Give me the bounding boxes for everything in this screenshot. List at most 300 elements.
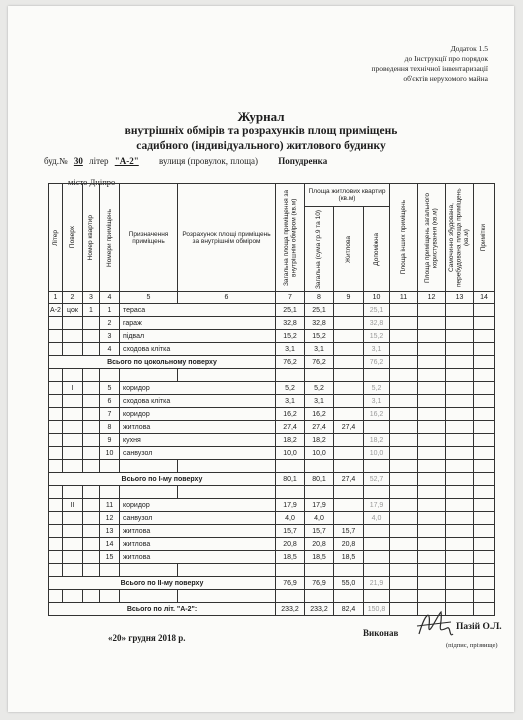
- street-name: Попудренка: [278, 156, 328, 166]
- liter-cell: [49, 525, 63, 538]
- empty-cell: [474, 408, 495, 421]
- auxiliary-area-cell: [364, 538, 390, 551]
- column-number: 8: [305, 292, 334, 304]
- apartment-cell: [83, 525, 100, 538]
- table-row: [49, 499, 495, 512]
- column-numbers-row: [49, 292, 495, 304]
- living-area-cell: 82,4: [334, 603, 364, 616]
- empty-cell: [446, 408, 474, 421]
- total-area-cell: 80,1: [276, 473, 305, 486]
- empty-cell: [390, 551, 418, 564]
- auxiliary-area-cell: 16,2: [364, 408, 390, 421]
- empty-cell: [390, 564, 418, 577]
- floor-cell: [63, 421, 83, 434]
- empty-cell: [418, 577, 446, 590]
- empty-cell: [63, 590, 83, 603]
- empty-cell: [100, 369, 120, 382]
- empty-cell: [390, 343, 418, 356]
- liter-cell: [49, 551, 63, 564]
- apartment-cell: [83, 512, 100, 525]
- empty-cell: [63, 564, 83, 577]
- living-area-cell: [334, 343, 364, 356]
- empty-cell: [418, 356, 446, 369]
- liter-label: літер: [89, 156, 109, 166]
- empty-cell: [446, 525, 474, 538]
- room-number-cell: 10: [100, 447, 120, 460]
- empty-cell: [418, 460, 446, 473]
- total-area-cell: 10,0: [276, 447, 305, 460]
- room-purpose-cell: коридор: [120, 499, 276, 512]
- room-purpose-cell: житлова: [120, 551, 276, 564]
- living-area-cell: [334, 408, 364, 421]
- room-purpose-cell: санвузол: [120, 512, 276, 525]
- empty-cell: [474, 603, 495, 616]
- total-area-cell: 18,5: [276, 551, 305, 564]
- empty-cell: [100, 460, 120, 473]
- empty-cell: [390, 590, 418, 603]
- empty-cell: [474, 551, 495, 564]
- living-total-cell: 76,9: [305, 577, 334, 590]
- apartment-cell: [83, 538, 100, 551]
- empty-cell: [390, 408, 418, 421]
- empty-cell: [390, 577, 418, 590]
- empty-cell: [100, 486, 120, 499]
- liter-cell: [49, 538, 63, 551]
- column-number: 13: [446, 292, 474, 304]
- apartment-cell: [83, 317, 100, 330]
- empty-cell: [446, 343, 474, 356]
- empty-cell: [276, 369, 305, 382]
- total-area-cell: 76,2: [276, 356, 305, 369]
- summary-row: [49, 356, 495, 369]
- empty-cell: [418, 590, 446, 603]
- living-total-cell: 16,2: [305, 408, 334, 421]
- empty-cell: [474, 421, 495, 434]
- empty-cell: [418, 317, 446, 330]
- column-number: 2: [63, 292, 83, 304]
- empty-cell: [446, 421, 474, 434]
- summary-label: Всього по цокольному поверху: [49, 356, 276, 369]
- journal-title: Журнал: [237, 109, 285, 124]
- empty-cell: [418, 382, 446, 395]
- living-total-cell: 15,2: [305, 330, 334, 343]
- empty-cell: [418, 564, 446, 577]
- table-row: [49, 512, 495, 525]
- empty-cell: [100, 564, 120, 577]
- living-area-cell: [334, 356, 364, 369]
- floor-cell: I: [63, 382, 83, 395]
- empty-cell: [83, 590, 100, 603]
- empty-cell: [178, 564, 276, 577]
- empty-cell: [446, 460, 474, 473]
- empty-cell: [446, 447, 474, 460]
- empty-cell: [418, 343, 446, 356]
- empty-cell: [474, 577, 495, 590]
- table-row: [49, 551, 495, 564]
- empty-cell: [446, 369, 474, 382]
- empty-cell: [120, 590, 178, 603]
- empty-cell: [120, 460, 178, 473]
- column-number: 6: [178, 292, 276, 304]
- auxiliary-area-cell: 18,2: [364, 434, 390, 447]
- living-total-cell: 18,2: [305, 434, 334, 447]
- header-liter: Літер: [49, 184, 63, 292]
- liter-cell: [49, 512, 63, 525]
- room-number-cell: 3: [100, 330, 120, 343]
- room-purpose-cell: сходова клітка: [120, 395, 276, 408]
- column-number: 11: [390, 292, 418, 304]
- empty-cell: [390, 473, 418, 486]
- empty-cell: [63, 486, 83, 499]
- floor-cell: [63, 434, 83, 447]
- auxiliary-area-cell: 76,2: [364, 356, 390, 369]
- empty-cell: [334, 486, 364, 499]
- liter-cell: [49, 343, 63, 356]
- empty-cell: [418, 434, 446, 447]
- empty-cell: [276, 564, 305, 577]
- room-purpose-cell: підвал: [120, 330, 276, 343]
- living-total-cell: 32,8: [305, 317, 334, 330]
- auxiliary-area-cell: 4,0: [364, 512, 390, 525]
- empty-cell: [474, 460, 495, 473]
- column-number: 7: [276, 292, 305, 304]
- total-area-cell: 17,9: [276, 499, 305, 512]
- room-purpose-cell: санвузол: [120, 447, 276, 460]
- auxiliary-area-cell: [364, 421, 390, 434]
- empty-cell: [446, 486, 474, 499]
- appendix-note: [372, 44, 488, 84]
- liter-cell: [49, 395, 63, 408]
- empty-cell: [334, 460, 364, 473]
- empty-cell: [446, 577, 474, 590]
- empty-cell: [418, 486, 446, 499]
- living-total-cell: 18,5: [305, 551, 334, 564]
- empty-cell: [446, 434, 474, 447]
- apartment-cell: 1: [83, 304, 100, 317]
- appendix-line: Додаток 1.5: [450, 44, 488, 53]
- header-living-total: Загальна (сума гр.9 та 10): [305, 207, 334, 292]
- empty-cell: [474, 356, 495, 369]
- floor-cell: [63, 395, 83, 408]
- empty-cell: [418, 551, 446, 564]
- apartment-cell: [83, 330, 100, 343]
- empty-cell: [305, 369, 334, 382]
- header-floor: Поверх: [63, 184, 83, 292]
- header-auxiliary: Допоміжна: [364, 207, 390, 292]
- auxiliary-area-cell: [364, 551, 390, 564]
- empty-cell: [418, 525, 446, 538]
- liter-cell: [49, 317, 63, 330]
- empty-cell: [446, 551, 474, 564]
- apartment-cell: [83, 551, 100, 564]
- table-body: [49, 304, 495, 616]
- empty-cell: [418, 421, 446, 434]
- empty-cell: [474, 382, 495, 395]
- room-number-cell: 9: [100, 434, 120, 447]
- living-area-cell: [334, 434, 364, 447]
- living-area-cell: 27,4: [334, 421, 364, 434]
- liter-cell: [49, 330, 63, 343]
- empty-cell: [418, 408, 446, 421]
- column-number: 1: [49, 292, 63, 304]
- auxiliary-area-cell: 150,8: [364, 603, 390, 616]
- header-notes: Примітки: [474, 184, 495, 292]
- empty-cell: [63, 460, 83, 473]
- empty-cell: [418, 512, 446, 525]
- empty-cell: [418, 395, 446, 408]
- empty-cell: [49, 486, 63, 499]
- living-area-cell: [334, 499, 364, 512]
- room-purpose-cell: коридор: [120, 408, 276, 421]
- table-row: [49, 460, 495, 473]
- empty-cell: [305, 564, 334, 577]
- empty-cell: [446, 356, 474, 369]
- empty-cell: [390, 356, 418, 369]
- empty-cell: [390, 369, 418, 382]
- empty-cell: [178, 486, 276, 499]
- total-area-cell: 5,2: [276, 382, 305, 395]
- living-total-cell: 20,8: [305, 538, 334, 551]
- empty-cell: [446, 304, 474, 317]
- floor-cell: [63, 317, 83, 330]
- empty-cell: [446, 317, 474, 330]
- empty-cell: [120, 369, 178, 382]
- empty-cell: [100, 590, 120, 603]
- empty-cell: [390, 486, 418, 499]
- empty-cell: [390, 395, 418, 408]
- table-row: [49, 408, 495, 421]
- living-total-cell: 80,1: [305, 473, 334, 486]
- liter-cell: [49, 382, 63, 395]
- liter-cell: А-2: [49, 304, 63, 317]
- table-row: [49, 330, 495, 343]
- apartment-cell: [83, 395, 100, 408]
- auxiliary-area-cell: 10,0: [364, 447, 390, 460]
- summary-label: Всього по І-му поверху: [49, 473, 276, 486]
- header-common-area: Площа приміщень загального користування (кв.м): [418, 184, 446, 292]
- appendix-line: до Інструкції про порядок: [404, 54, 488, 63]
- empty-cell: [474, 590, 495, 603]
- empty-cell: [178, 590, 276, 603]
- auxiliary-area-cell: [364, 525, 390, 538]
- column-number: 3: [83, 292, 100, 304]
- total-area-cell: 15,2: [276, 330, 305, 343]
- empty-cell: [446, 395, 474, 408]
- living-total-cell: 17,9: [305, 499, 334, 512]
- column-number: 10: [364, 292, 390, 304]
- living-area-cell: 15,7: [334, 525, 364, 538]
- empty-cell: [120, 486, 178, 499]
- header-room-number: Номери приміщень: [100, 184, 120, 292]
- summary-label: Всього по ІІ-му поверху: [49, 577, 276, 590]
- room-number-cell: 4: [100, 343, 120, 356]
- empty-cell: [49, 564, 63, 577]
- empty-cell: [120, 564, 178, 577]
- empty-cell: [390, 538, 418, 551]
- empty-cell: [83, 564, 100, 577]
- header-living: Житлова: [334, 207, 364, 292]
- auxiliary-area-cell: 32,8: [364, 317, 390, 330]
- total-area-cell: 25,1: [276, 304, 305, 317]
- empty-cell: [49, 369, 63, 382]
- living-total-cell: 25,1: [305, 304, 334, 317]
- header-other-area: Площа інших приміщень: [390, 184, 418, 292]
- column-number: 5: [120, 292, 178, 304]
- column-number: 9: [334, 292, 364, 304]
- total-area-cell: 3,1: [276, 343, 305, 356]
- appendix-line: проведення технічної інвентаризації: [371, 64, 488, 73]
- living-area-cell: [334, 382, 364, 395]
- table-row: [49, 395, 495, 408]
- apartment-cell: [83, 499, 100, 512]
- column-number: 14: [474, 292, 495, 304]
- table-row: [49, 304, 495, 317]
- room-number-cell: 6: [100, 395, 120, 408]
- table-row: [49, 538, 495, 551]
- apartment-cell: [83, 382, 100, 395]
- empty-cell: [390, 499, 418, 512]
- auxiliary-area-cell: 3,1: [364, 395, 390, 408]
- executor-label: Виконав: [363, 628, 399, 638]
- liter-cell: [49, 499, 63, 512]
- summary-row: [49, 577, 495, 590]
- empty-cell: [418, 330, 446, 343]
- empty-cell: [334, 369, 364, 382]
- room-purpose-cell: житлова: [120, 421, 276, 434]
- street-label: вулиця (провулок, площа): [159, 156, 259, 166]
- handwritten-signature: [413, 604, 455, 644]
- empty-cell: [474, 538, 495, 551]
- empty-cell: [364, 369, 390, 382]
- empty-cell: [63, 369, 83, 382]
- total-area-cell: 27,4: [276, 421, 305, 434]
- journal-subtitle-1: внутрішніх обмірів та розрахунків площ приміщень: [124, 125, 398, 137]
- column-number: 4: [100, 292, 120, 304]
- total-area-cell: 16,2: [276, 408, 305, 421]
- empty-cell: [276, 460, 305, 473]
- header-living-group: Площа житлових квартир (кв.м): [305, 184, 390, 207]
- table-row: [49, 382, 495, 395]
- table-row: [49, 486, 495, 499]
- empty-cell: [474, 395, 495, 408]
- floor-cell: II: [63, 499, 83, 512]
- table-row: [49, 590, 495, 603]
- total-area-cell: 20,8: [276, 538, 305, 551]
- document-date: «20» грудня 2018 р.: [108, 633, 186, 643]
- empty-cell: [83, 369, 100, 382]
- table-row: [49, 564, 495, 577]
- column-number: 12: [418, 292, 446, 304]
- header-purpose: Призначення приміщень: [120, 184, 178, 292]
- room-purpose-cell: сходова клітка: [120, 343, 276, 356]
- table-row: [49, 525, 495, 538]
- floor-cell: [63, 343, 83, 356]
- empty-cell: [418, 304, 446, 317]
- living-total-cell: 5,2: [305, 382, 334, 395]
- auxiliary-area-cell: 5,2: [364, 382, 390, 395]
- empty-cell: [418, 369, 446, 382]
- living-total-cell: 3,1: [305, 343, 334, 356]
- empty-cell: [49, 590, 63, 603]
- room-number-cell: 8: [100, 421, 120, 434]
- empty-cell: [474, 486, 495, 499]
- auxiliary-area-cell: 17,9: [364, 499, 390, 512]
- liter-cell: [49, 447, 63, 460]
- room-purpose-cell: кухня: [120, 434, 276, 447]
- floor-cell: [63, 551, 83, 564]
- empty-cell: [334, 590, 364, 603]
- header-calculation: Розрахунок площі приміщень за внутрішнім обміром: [178, 184, 276, 292]
- liter-cell: [49, 408, 63, 421]
- total-area-cell: 3,1: [276, 395, 305, 408]
- empty-cell: [390, 421, 418, 434]
- empty-cell: [474, 434, 495, 447]
- total-area-cell: 15,7: [276, 525, 305, 538]
- empty-cell: [418, 499, 446, 512]
- auxiliary-area-cell: 15,2: [364, 330, 390, 343]
- empty-cell: [83, 486, 100, 499]
- empty-cell: [474, 512, 495, 525]
- empty-cell: [390, 317, 418, 330]
- empty-cell: [390, 304, 418, 317]
- total-area-cell: 76,9: [276, 577, 305, 590]
- total-area-cell: 18,2: [276, 434, 305, 447]
- empty-cell: [83, 460, 100, 473]
- empty-cell: [178, 369, 276, 382]
- empty-cell: [474, 317, 495, 330]
- empty-cell: [474, 304, 495, 317]
- table-row: [49, 343, 495, 356]
- header-total-area: Загальна площа приміщення за внутрішнім обміром (кв.м): [276, 184, 305, 292]
- empty-cell: [446, 499, 474, 512]
- empty-cell: [446, 382, 474, 395]
- liter-cell: [49, 421, 63, 434]
- living-area-cell: [334, 512, 364, 525]
- room-purpose-cell: коридор: [120, 382, 276, 395]
- apartment-cell: [83, 434, 100, 447]
- empty-cell: [390, 525, 418, 538]
- floor-cell: цок: [63, 304, 83, 317]
- empty-cell: [446, 473, 474, 486]
- empty-cell: [474, 499, 495, 512]
- room-number-cell: 11: [100, 499, 120, 512]
- room-number-cell: 14: [100, 538, 120, 551]
- empty-cell: [474, 564, 495, 577]
- room-number-cell: 13: [100, 525, 120, 538]
- room-purpose-cell: житлова: [120, 525, 276, 538]
- living-area-cell: [334, 317, 364, 330]
- total-area-cell: 32,8: [276, 317, 305, 330]
- living-total-cell: 3,1: [305, 395, 334, 408]
- empty-cell: [305, 590, 334, 603]
- empty-cell: [474, 473, 495, 486]
- empty-cell: [178, 460, 276, 473]
- empty-cell: [390, 434, 418, 447]
- living-total-cell: 4,0: [305, 512, 334, 525]
- apartment-cell: [83, 447, 100, 460]
- measurements-table: [48, 183, 495, 616]
- empty-cell: [418, 447, 446, 460]
- empty-cell: [474, 343, 495, 356]
- journal-subtitle-2: садибного (індивідуального) житлового будинку: [136, 140, 386, 152]
- document-page: [8, 6, 514, 712]
- empty-cell: [390, 330, 418, 343]
- building-number: 30: [73, 156, 83, 166]
- table-row: [49, 317, 495, 330]
- auxiliary-area-cell: 25,1: [364, 304, 390, 317]
- empty-cell: [418, 538, 446, 551]
- room-number-cell: 15: [100, 551, 120, 564]
